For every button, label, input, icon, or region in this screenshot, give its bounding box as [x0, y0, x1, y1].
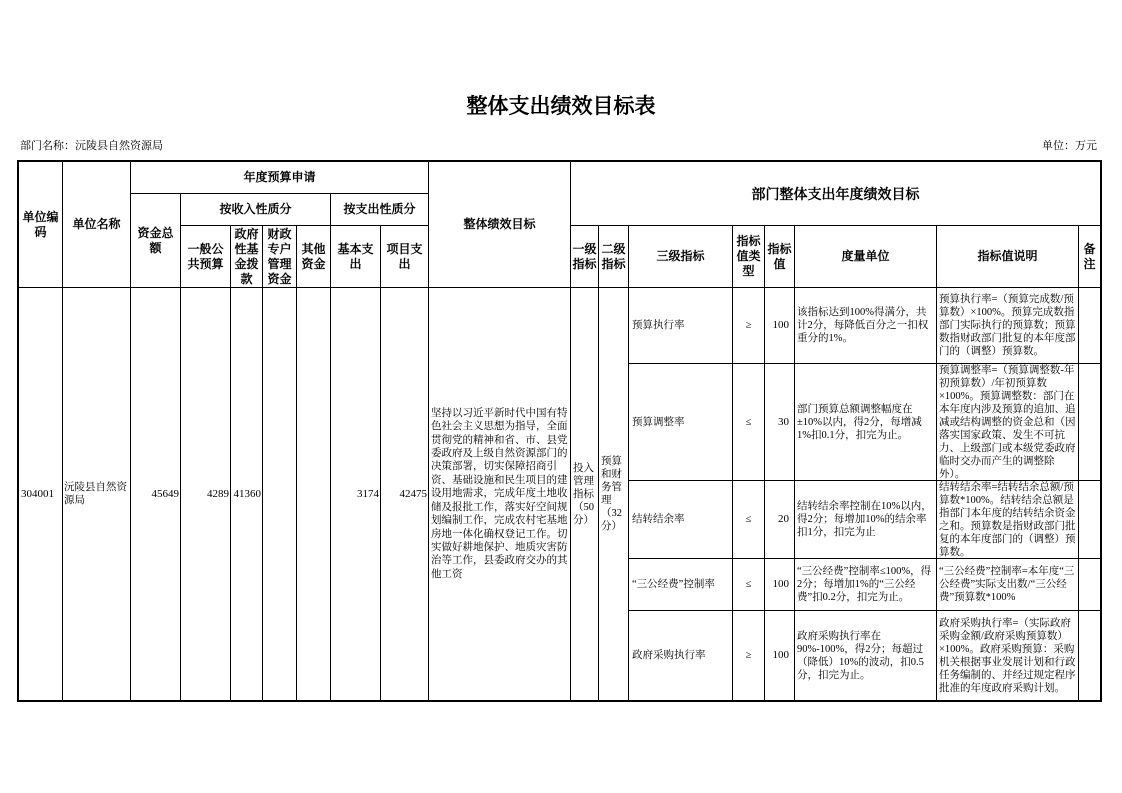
header-remark: 备注: [1079, 226, 1101, 288]
header-dept-goal: 部门整体支出年度绩效目标: [571, 162, 1101, 226]
header-gov-fund: 政府性基金拨款: [231, 226, 263, 288]
header-unit-name: 单位名称: [63, 162, 131, 288]
unit-name-cell: 沅陵县自然资源局: [63, 288, 131, 701]
header-by-expense: 按支出性质分: [331, 194, 429, 226]
indicator-type-cell: ≤: [733, 364, 765, 481]
indicator-remark-cell: [1079, 288, 1101, 364]
indicator-name-cell: 预算调整率: [629, 364, 733, 481]
indicator-measure-cell: 结转结余率控制在10%以内，得2分；每增加10%的结余率扣1分，扣完为止: [795, 481, 937, 559]
header-measure: 度量单位: [795, 226, 937, 288]
indicator-measure-cell: 该指标达到100%得满分，共计2分，每降低百分之一扣权重分的1%。: [795, 288, 937, 364]
indicator-measure-cell: “三公经费”控制率≤100%，得2分；每增加1%的“三公经费”扣0.2分，扣完为止。: [795, 559, 937, 611]
header-general-budget: 一般公共预算: [181, 226, 231, 288]
department-line: [20, 138, 163, 154]
indicator-name-cell: “三公经费”控制率: [629, 559, 733, 611]
indicator-name-cell: 结转结余率: [629, 481, 733, 559]
header-value-type: 指标值类型: [733, 226, 765, 288]
header-annual-budget: 年度预算申请: [131, 162, 429, 194]
page-title: 整体支出绩效目标表: [466, 95, 656, 118]
indicator-remark-cell: [1079, 559, 1101, 611]
unit-label: 单位：: [1042, 140, 1075, 152]
level2-indicator-cell: 预算和财务管理（32分）: [599, 288, 629, 701]
indicator-type-cell: ≥: [733, 611, 765, 701]
indicator-description-cell: 预算调整率=（预算调整数-年初预算数）/年初预算数×100%。预算调整数：部门在本年度内涉及预算的追加、追减或结构调整的资金总和（因落实国家政策、发生不可抗力、上级部门或本级党委政府临时交办而产生的调整除外）。: [937, 364, 1079, 481]
performance-target-table: [18, 161, 1101, 701]
department-label: 部门名称：: [20, 140, 75, 152]
header-other-funds: 其他资金: [297, 226, 331, 288]
total-funds-cell: 45649: [131, 288, 181, 701]
general-budget-cell: 4289: [181, 288, 231, 701]
indicator-type-cell: ≤: [733, 559, 765, 611]
indicator-type-cell: ≤: [733, 481, 765, 559]
indicator-value-cell: 100: [765, 288, 795, 364]
indicator-value-cell: 30: [765, 364, 795, 481]
indicator-value-cell: 100: [765, 611, 795, 701]
project-expense-cell: 42475: [381, 288, 429, 701]
other-funds-cell: [297, 288, 331, 701]
header-level1: 一级指标: [571, 226, 599, 288]
header-unit-code: 单位编码: [19, 162, 63, 288]
basic-expense-cell: 3174: [331, 288, 381, 701]
indicator-measure-cell: 政府采购执行率在90%-100%，得2分；每超过（降低）10%的波动，扣0.5分，扣完为止。: [795, 611, 937, 701]
indicator-name-cell: 政府采购执行率: [629, 611, 733, 701]
level1-indicator-cell: 投入管理指标（50分）: [571, 288, 599, 701]
header-overall-goal: 整体绩效目标: [429, 162, 571, 288]
header-special-account: 财政专户管理资金: [263, 226, 297, 288]
indicator-remark-cell: [1079, 611, 1101, 701]
indicator-description-cell: 政府采购执行率=（实际政府采购金额/政府采购预算数）×100%。政府采购预算：采购机关根据事业发展计划和行政任务编制的、并经过规定程序批准的年度政府采购计划。: [937, 611, 1079, 701]
indicator-value-cell: 20: [765, 481, 795, 559]
indicator-description-cell: 结转结余率=结转结余总额/预算数*100%。结转结余总额是指部门本年度的结转结余资金之和。预算数是指财政部门批复的本年度部门的（调整）预算数。: [937, 481, 1079, 559]
indicator-remark-cell: [1079, 481, 1101, 559]
gov-fund-cell: 41360: [231, 288, 263, 701]
header-value: 指标值: [765, 226, 795, 288]
unit-line: [1042, 138, 1097, 154]
overall-goal-cell: 坚持以习近平新时代中国有特色社会主义思想为指导，全面贯彻党的精神和省、市、县党委政府及上级自然资源部门的决策部署，切实保障招商引资、基础设施和民生项目的建设用地需求，完成年度土地收储及报批工作，落实好空间规划编制工作，完成农村宅基地房地一体化确权登记工作。切实做好耕地保护、地质灾害防治等工作，县委政府交办的其他工资: [429, 288, 571, 701]
header-project-expense: 项目支出: [381, 226, 429, 288]
indicator-description-cell: 预算执行率=（预算完成数/预算数）×100%。预算完成数指部门实际执行的预算数；预算数指财政部门批复的本年度部门的（调整）预算数。: [937, 288, 1079, 364]
header-basic-expense: 基本支出: [331, 226, 381, 288]
header-description: 指标值说明: [937, 226, 1079, 288]
indicator-type-cell: ≥: [733, 288, 765, 364]
unit-code-cell: 304001: [19, 288, 63, 701]
special-account-cell: [263, 288, 297, 701]
header-level2: 二级指标: [599, 226, 629, 288]
department-name: 沅陵县自然资源局: [75, 140, 163, 152]
indicator-value-cell: 100: [765, 559, 795, 611]
indicator-measure-cell: 部门预算总额调整幅度在±10%以内，得2分，每增减1%扣0.1分，扣完为止。: [795, 364, 937, 481]
indicator-remark-cell: [1079, 364, 1101, 481]
indicator-name-cell: 预算执行率: [629, 288, 733, 364]
unit-value: 万元: [1075, 140, 1097, 152]
indicator-description-cell: “三公经费”控制率=本年度“三公经费”实际支出数/“三公经费”预算数*100%: [937, 559, 1079, 611]
header-level3: 三级指标: [629, 226, 733, 288]
header-by-income: 按收入性质分: [181, 194, 331, 226]
header-total-funds: 资金总额: [131, 194, 181, 288]
